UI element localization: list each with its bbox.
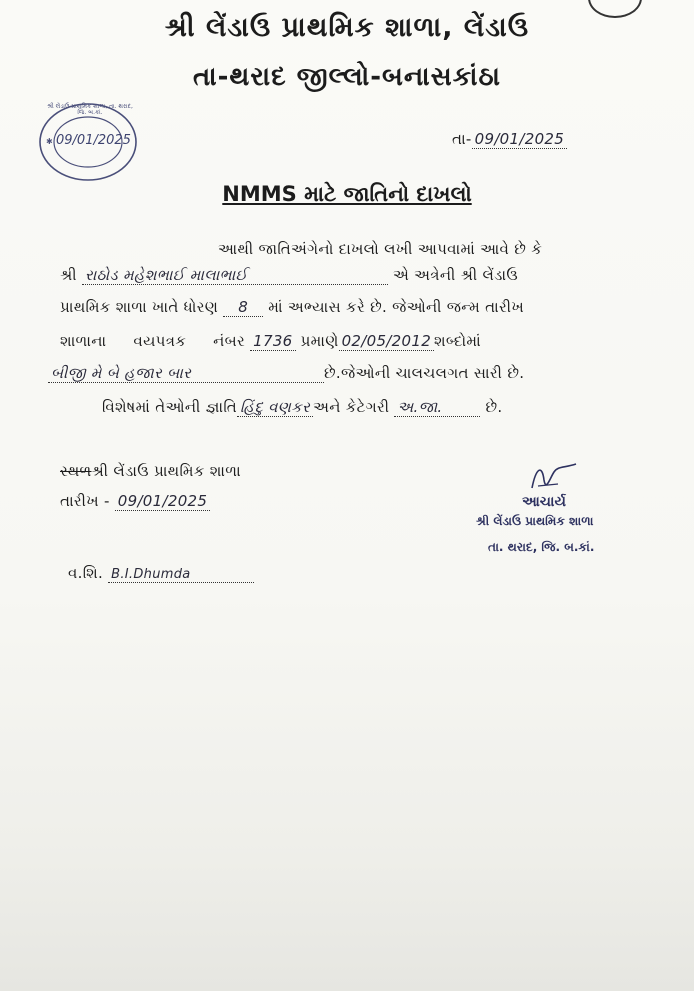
school-name-heading: શ્રી લેંડાઉ પ્રાથમિક શાળા, લેંડાઉ (164, 12, 530, 43)
certificate-title: NMMS માટે જાતિનો દાખલો (222, 182, 472, 206)
line1-suffix: એ અત્રેની શ્રી લેંડાઉ (392, 266, 519, 284)
category-value: અ.જા. (394, 398, 480, 417)
svg-text:✱: ✱ (46, 137, 53, 146)
line2-prefix: પ્રાથમિક શાળા ખાતે ધોરણ (60, 298, 219, 316)
footer-date-line (60, 492, 210, 511)
student-name: રાઠોડ મહેશભાઈ માલાભાઈ (82, 266, 388, 285)
footer-date-value: 09/01/2025 (115, 492, 210, 511)
body-line-5 (102, 398, 502, 417)
register-number: 1736 (250, 332, 295, 351)
line2-suffix: માં અભ્યાસ કરે છે. જેઓની જન્મ તારીખ (268, 298, 524, 316)
line5-suffix: છે. (485, 398, 503, 416)
writer-value: B.I.Dhumda (108, 567, 254, 583)
caste-value: હિંદુ વણકર (237, 398, 313, 417)
writer-label: વ.શિ. (68, 564, 104, 582)
footer-date-label: તારીખ - (60, 492, 110, 510)
line1-prefix: શ્રી (60, 266, 77, 284)
signatory-title: આચાર્ય (522, 494, 566, 510)
stamp-ring-text: શ્રી લેંડાઉ પ્રાથમિક શાળા, તા. થરાદ, જિ. બ.કાં. (47, 103, 133, 116)
line3-mid: પ્રમાણે (300, 332, 339, 350)
date-value: 09/01/2025 (472, 130, 567, 149)
school-stamp (34, 100, 142, 184)
standard-value: 8 (223, 298, 263, 317)
birth-date: 02/05/2012 (339, 332, 434, 351)
body-line-1 (60, 266, 518, 285)
place-value: શ્રી લેંડાઉ પ્રાથમિક શાળા (91, 462, 241, 480)
body-line-2 (60, 298, 524, 317)
date-label: તા- (452, 130, 472, 148)
body-line-4 (48, 364, 524, 383)
birth-date-in-words: બીજી મે બે હજાર બાર (48, 364, 324, 383)
signatory-address: તા. થરાદ, જિ. બ.કાં. (488, 540, 595, 554)
stamp-date: 09/01/2025 (56, 133, 131, 148)
line5-prefix: વિશેષમાં તેઓની જ્ઞાતિ (102, 398, 238, 416)
line5-mid: અને કેટેગરી (313, 398, 390, 416)
signature-graphic (524, 458, 584, 498)
place-line (60, 462, 241, 480)
address-heading: તા-થરાદ જીલ્લો-બનાસકાંઠા (193, 62, 501, 92)
line3-prefix: શાળાના વયપત્રક નંબર (60, 332, 246, 350)
signatory-school: શ્રી લેંડાઉ પ્રાથમિક શાળા (476, 514, 594, 528)
date-line (452, 130, 567, 149)
intro-line: આથી જાતિઅંગેનો દાખલો લખી આપવામાં આવે છે કે (218, 240, 543, 258)
writer-line (68, 564, 254, 583)
place-label-struck: સ્થળ (60, 462, 92, 480)
line4-suffix: છે.જેઓની ચાલચલગત સારી છે. (324, 364, 525, 382)
line3-suffix: શબ્દોમાં (434, 332, 481, 350)
body-line-3 (60, 332, 481, 351)
